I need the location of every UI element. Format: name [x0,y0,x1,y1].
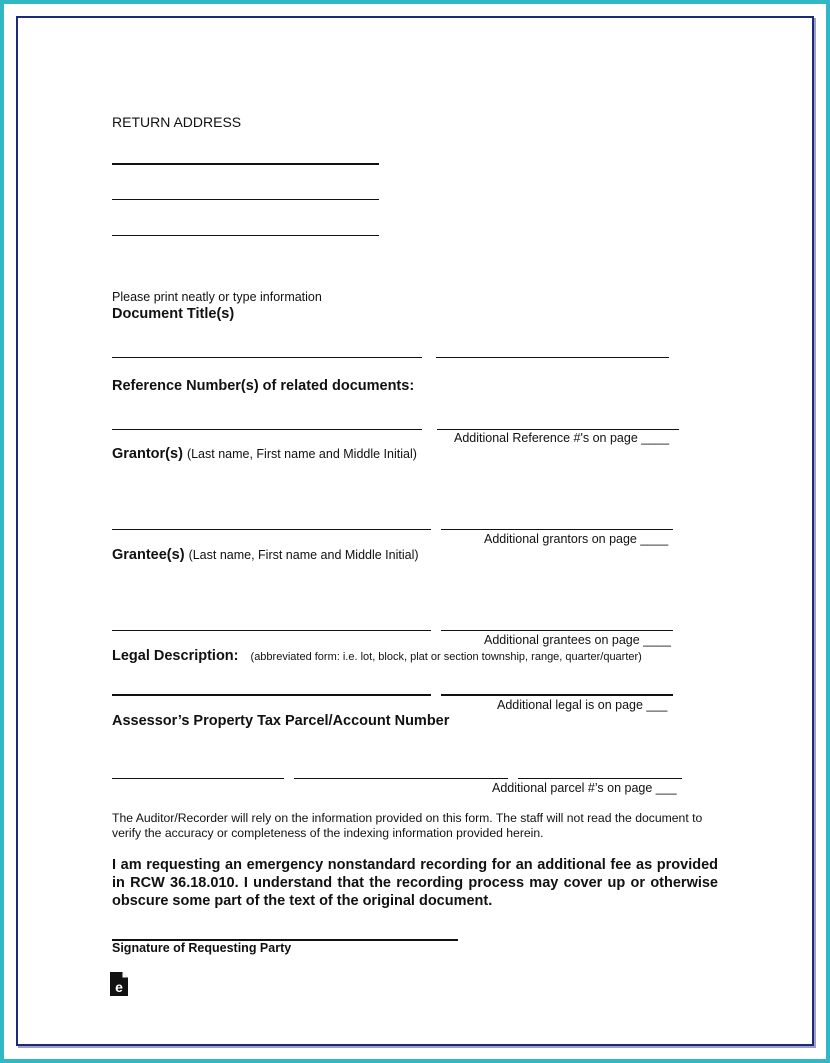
auditor-notice: The Auditor/Recorder will rely on the information provided on this form. The staff will not read the document to verify the accuracy or completeness of the indexing information provided herein. [112,811,703,840]
legal-hint: (abbreviated form: i.e. lot, block, plat or section township, range, quarter/quarter) [250,651,642,663]
document-title-line-1[interactable] [112,357,422,358]
parcel-line-2[interactable] [294,778,508,779]
parcel-line-3[interactable] [518,778,682,779]
grantee-hint: (Last name, First name and Middle Initial) [188,548,419,562]
signature-label: Signature of Requesting Party [112,941,292,955]
grantee-label-text: Grantee(s) [112,547,185,563]
additional-reference-note: Additional Reference #'s on page ____ [454,431,670,445]
reference-line-2[interactable] [437,429,679,430]
additional-parcel-note: Additional parcel #’s on page ___ [492,781,677,795]
form-page [16,16,814,1046]
grantor-label-text: Grantor(s) [112,446,183,462]
legal-description-label [112,648,642,664]
additional-legal-note: Additional legal is on page ___ [497,698,668,712]
grantor-line-1[interactable] [112,529,431,530]
additional-grantors-note: Additional grantors on page ____ [484,532,669,546]
parcel-line-1[interactable] [112,778,284,779]
reference-line-1[interactable] [112,429,422,430]
parcel-label: Assessor’s Property Tax Parcel/Account Number [112,713,450,729]
logo-letter: e [115,979,123,995]
legal-line-2[interactable] [441,694,673,696]
grantee-line-1[interactable] [112,630,431,631]
grantee-line-2[interactable] [441,630,673,631]
document-title-line-2[interactable] [436,357,669,358]
return-address-label: RETURN ADDRESS [112,114,242,130]
grantor-hint: (Last name, First name and Middle Initial) [186,447,417,461]
return-address-line-3[interactable] [112,235,379,236]
additional-grantees-note: Additional grantees on page ____ [484,633,671,647]
emergency-request-statement: I am requesting an emergency nonstandard recording for an additional fee as provided in RCW 36.18.010. I understand that the recording process may cover up or otherwise obscure some part of the text of the original document. [112,857,718,909]
grantor-label [112,446,417,462]
grantee-label [112,547,419,563]
document-title-label: Document Title(s) [112,306,235,322]
legal-label-text: Legal Description: [112,648,239,664]
legal-line-1[interactable] [112,694,431,696]
reference-label: Reference Number(s) of related documents: [112,378,415,394]
return-address-line-2[interactable] [112,199,379,200]
return-address-line-1[interactable] [112,163,379,165]
document-logo-icon [109,971,129,997]
grantor-line-2[interactable] [441,529,673,530]
eforms-logo-icon [109,971,129,997]
print-instruction: Please print neatly or type information [112,290,322,304]
